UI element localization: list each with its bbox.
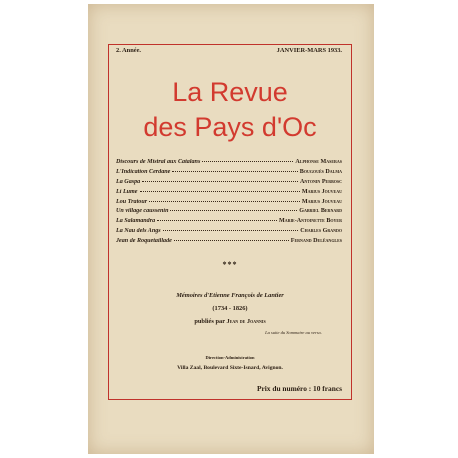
memoir-dates: (1734 - 1826) bbox=[212, 305, 248, 312]
issue-price: Prix du numéro : 10 francs bbox=[256, 384, 342, 393]
toc-entry bbox=[116, 228, 342, 238]
dot-leader bbox=[170, 210, 297, 211]
toc-entry bbox=[116, 159, 342, 169]
memoir-published-prefix: publiés par bbox=[194, 318, 225, 325]
memoir-published-by: Jean de Joannis bbox=[226, 318, 266, 325]
toc-entry bbox=[116, 169, 342, 179]
toc-entry bbox=[116, 208, 342, 218]
toc-entry-title: Un village caussenin bbox=[116, 208, 169, 215]
toc-entry-title: Lou Tratour bbox=[116, 198, 148, 205]
toc-entry-author: Charles Grando bbox=[300, 228, 342, 235]
toc-entry bbox=[116, 218, 342, 228]
toc-entry-title: Discours de Mistral aux Catalans bbox=[116, 159, 201, 165]
toc-entry-title: L'Indication Cerdane bbox=[116, 168, 171, 175]
administration-address: Villa Zaal, Boulevard Sixte-Isnard, Avignon. bbox=[177, 365, 283, 371]
magazine-title-line2: des Pays d'Oc bbox=[143, 112, 317, 142]
toc-entry-author: Marie-Antoinette Boyer bbox=[278, 218, 342, 225]
dot-leader bbox=[172, 171, 297, 172]
dot-leader bbox=[142, 181, 298, 182]
toc-entry bbox=[116, 179, 342, 189]
toc-entry-title: Li Lume bbox=[116, 188, 138, 195]
memoir-continuation-note: La suite du Sommaire au verso. bbox=[265, 330, 322, 335]
toc-entry-author: Antonin Perbosc bbox=[299, 178, 342, 185]
section-separator: *** bbox=[222, 260, 238, 269]
toc-entry-author: Bougouès Dalma bbox=[299, 168, 342, 175]
toc-entry-title: La Salamandra bbox=[116, 218, 156, 225]
toc-entry bbox=[116, 238, 342, 248]
issue-date: JANVIER-MARS 1933. bbox=[276, 47, 342, 54]
toc-entry-title: La Nau dels Angs bbox=[116, 228, 161, 235]
dot-leader bbox=[202, 161, 293, 162]
dot-leader bbox=[140, 191, 300, 192]
memoir-publisher-line bbox=[108, 318, 352, 325]
dot-leader bbox=[149, 201, 300, 202]
toc-entry-author: Marius Jouveau bbox=[301, 188, 342, 195]
dot-leader bbox=[157, 220, 277, 221]
memoir-title: Mémoires d'Etienne François de Lantier bbox=[176, 292, 284, 299]
toc-entry-author: Marius Jouveau bbox=[301, 198, 342, 205]
toc-entry-author: Alphonse Maseras bbox=[295, 159, 342, 165]
toc-entry-author: Gabriel Bernard bbox=[299, 208, 342, 215]
dot-leader bbox=[163, 230, 299, 231]
toc-entry-author: Fernand Delêangles bbox=[290, 238, 342, 245]
administration-label: Direction-Administration bbox=[205, 355, 255, 360]
dot-leader bbox=[174, 240, 289, 241]
year-label: 2. Année. bbox=[116, 47, 142, 54]
toc-entry-title: La Gaspa bbox=[116, 178, 141, 185]
toc-entry bbox=[116, 189, 342, 199]
toc-entry bbox=[116, 199, 342, 209]
toc-entry-title: Jean de Roquetaillade bbox=[116, 238, 172, 245]
table-of-contents bbox=[116, 159, 342, 248]
magazine-title-line1: La Revue bbox=[172, 77, 288, 107]
